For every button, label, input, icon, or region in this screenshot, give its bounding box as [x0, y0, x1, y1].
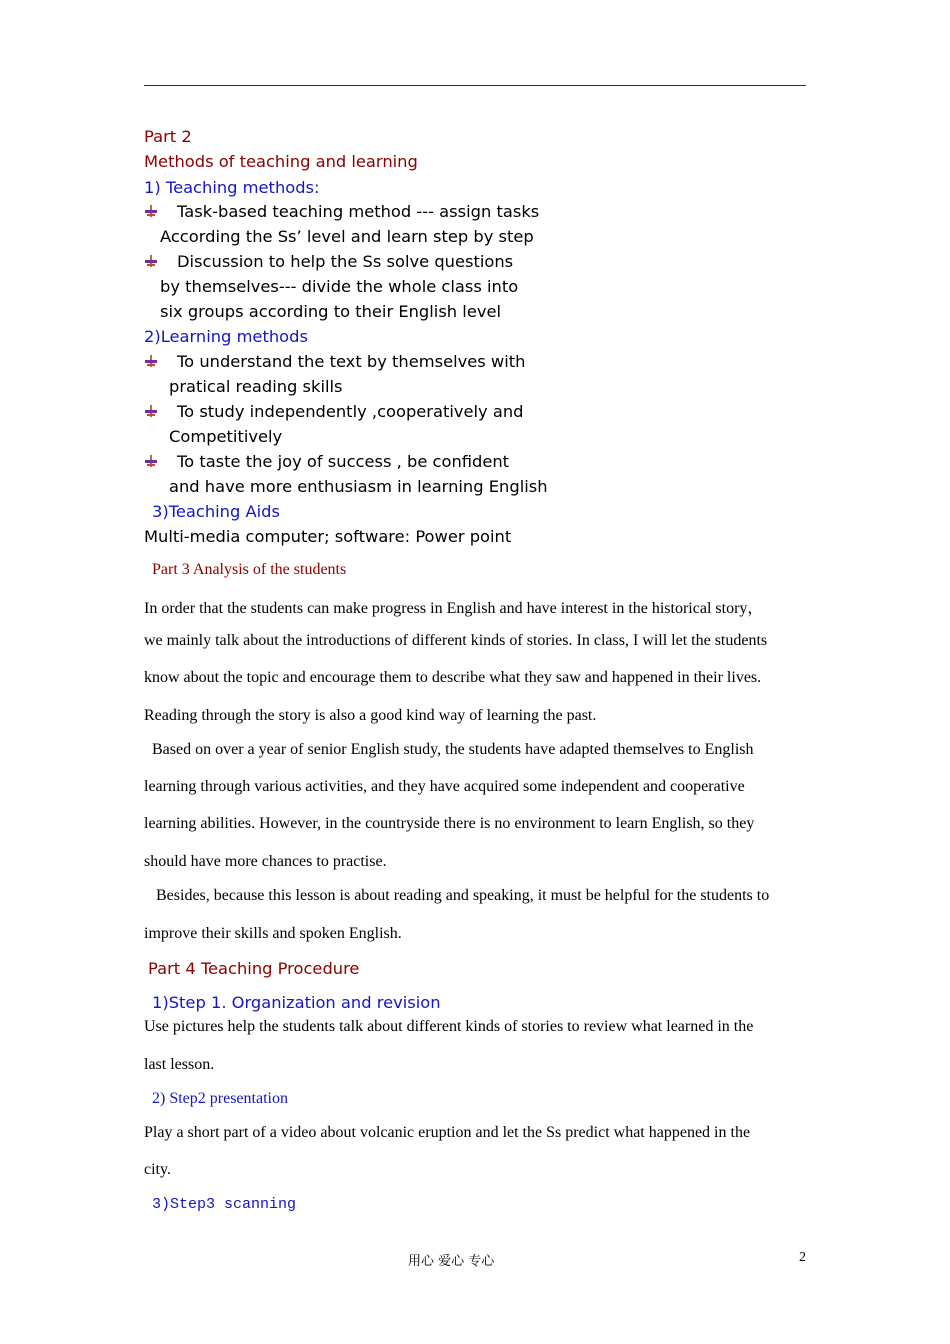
part3-para3-line1: Besides, because this lesson is about reading and speaking, it must be helpful for the students to: [156, 887, 770, 904]
teaching-method-1-line1: Task-based teaching method --- assign tasks: [177, 202, 540, 221]
part3-heading: Part 3 Analysis of the students: [152, 561, 347, 578]
teaching-aids-title: 3)Teaching Aids: [152, 502, 280, 521]
step2-title: 2) Step2 presentation: [152, 1090, 288, 1107]
teaching-method-1-line2: According the Ss’ level and learn step by step: [160, 227, 534, 246]
learning-method-1-line1: To understand the text by themselves with: [177, 352, 526, 371]
bullet-icon: [144, 404, 158, 418]
part3-para2-line3: learning abilities. However, in the countryside there is no environment to learn English, so they: [144, 815, 755, 832]
step3-title: 3)Step3 scanning: [152, 1196, 297, 1213]
part3-para2-line1: Based on over a year of senior English study, the students have adapted themselves to English: [152, 741, 754, 758]
teaching-method-2-line1: Discussion to help the Ss solve questions: [177, 252, 514, 271]
learning-method-1-line2: pratical reading skills: [169, 377, 343, 396]
part2-heading: Part 2: [144, 127, 192, 146]
learning-method-2-line2: Competitively: [169, 427, 283, 446]
bullet-icon: [144, 204, 158, 218]
part3-para3-line2: improve their skills and spoken English.: [144, 925, 402, 942]
part3-para1-line2: we mainly talk about the introductions of different kinds of stories. In class, I will let the students: [144, 632, 768, 649]
step1-text-line2: last lesson.: [144, 1056, 215, 1073]
part4-heading: Part 4 Teaching Procedure: [148, 959, 360, 978]
learning-method-2-line1: To study independently ,cooperatively and: [177, 402, 524, 421]
part3-para2-line2: learning through various activities, and they have acquired some independent and cooperative: [144, 778, 745, 795]
part2-subheading: Methods of teaching and learning: [144, 152, 418, 171]
part3-para1-line4: Reading through the story is also a good kind way of learning the past.: [144, 707, 597, 724]
bullet-icon: [144, 354, 158, 368]
step1-text-line1: Use pictures help the students talk about different kinds of stories to review what learned in the: [144, 1018, 754, 1035]
bullet-icon: [144, 254, 158, 268]
learning-method-3-line1: To taste the joy of success , be confident: [177, 452, 510, 471]
step2-text-line1: Play a short part of a video about volcanic eruption and let the Ss predict what happened in the: [144, 1124, 751, 1141]
teaching-method-2-line2: by themselves--- divide the whole class into: [160, 277, 519, 296]
step1-title: 1)Step 1. Organization and revision: [152, 993, 441, 1012]
teaching-aids-text: Multi-media computer; software: Power point: [144, 527, 512, 546]
part3-para2-line4: should have more chances to practise.: [144, 853, 387, 870]
teaching-methods-title: 1) Teaching methods:: [144, 178, 320, 197]
bullet-icon: [144, 454, 158, 468]
learning-method-3-line2: and have more enthusiasm in learning English: [169, 477, 548, 496]
learning-methods-title: 2)Learning methods: [144, 327, 308, 346]
footer-motto: 用心 爱心 专心: [408, 1254, 495, 1269]
part3-para1-line3: know about the topic and encourage them to describe what they saw and happened in their lives.: [144, 669, 762, 686]
step2-text-line2: city.: [144, 1161, 171, 1178]
header-rule: [144, 85, 806, 86]
page-number: 2: [799, 1250, 806, 1265]
teaching-method-2-line3: six groups according to their English level: [160, 302, 502, 321]
part3-para1-line1: In order that the students can make progress in English and have interest in the historical story，: [144, 600, 764, 617]
